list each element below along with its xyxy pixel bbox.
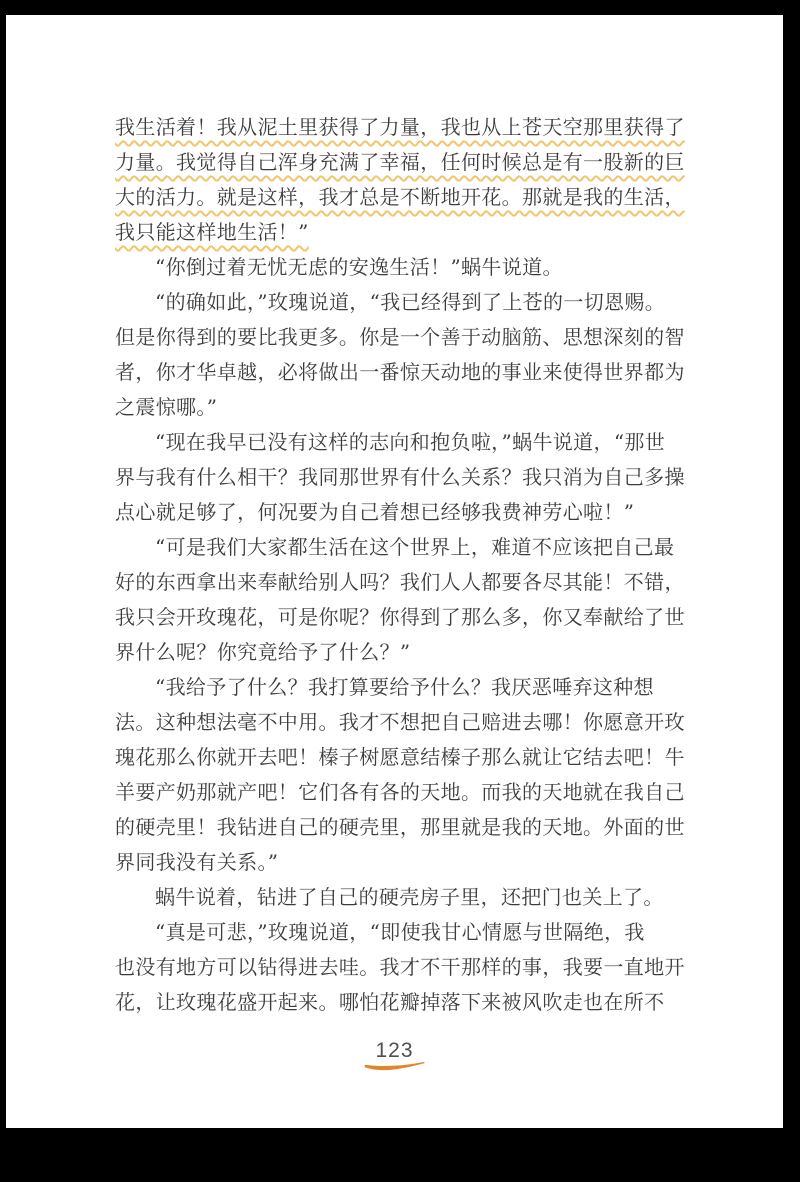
text-line: 界与我有什么相干？我同那世界有什么关系？我只消为自己多操 <box>115 465 685 489</box>
text-line: 界同我没有关系。” <box>115 850 279 874</box>
text-line: 者，你才华卓越，必将做出一番惊天动地的事业来使得世界都为 <box>115 360 685 384</box>
text-line: 法。这种想法毫不中用。我才不想把自己赔进去哪！你愿意开玫 <box>115 710 685 734</box>
text-line: “可是我们大家都生活在这个世界上，难道不应该把自己最 <box>155 535 675 559</box>
text-line: 我只会开玫瑰花，可是你呢？你得到了那么多，你又奉献给了世 <box>115 605 685 629</box>
text-line: 羊要产奶那就产吧！它们各有各的天地。而我的天地就在我自己 <box>115 780 685 804</box>
text-line: 界什么呢？你究竟给予了什么？” <box>115 640 411 664</box>
text-line: 力量。我觉得自己浑身充满了幸福，任何时候总是有一股新的巨 <box>115 150 685 174</box>
text-line: 大的活力。就是这样，我才总是不断地开花。那就是我的生活， <box>115 185 685 209</box>
book-page <box>6 15 783 1128</box>
text-line: 花，让玫瑰花盛开起来。哪怕花瓣掉落下来被风吹走也在所不 <box>115 990 665 1014</box>
text-line: “你倒过着无忧无虑的安逸生活！”蜗牛说道。 <box>155 255 563 279</box>
text-line: 的硬壳里！我钻进自己的硬壳里，那里就是我的天地。外面的世 <box>115 815 685 839</box>
text-line: 也没有地方可以钻得进去哇。我才不干那样的事，我要一直地开 <box>115 955 685 979</box>
text-line: “我给予了什么？我打算要给予什么？我厌恶唾弃这种想 <box>155 675 654 699</box>
text-line: 我只能这样地生活！” <box>115 220 309 244</box>
body-text <box>115 110 687 1020</box>
page-number: 123 <box>375 1039 414 1062</box>
text-line: “现在我早已没有这样的志向和抱负啦，”蜗牛说道，“那世 <box>155 430 666 454</box>
text-line: 但是你得到的要比我更多。你是一个善于动脑筋、思想深刻的智 <box>115 325 685 349</box>
text-line: 好的东西拿出来奉献给别人吗？我们人人都要各尽其能！不错， <box>115 570 685 594</box>
text-line: “的确如此，”玫瑰说道，“我已经得到了上苍的一切恩赐。 <box>155 290 666 314</box>
text-line: 瑰花那么你就开去吧！榛子树愿意结榛子那么就让它结去吧！牛 <box>115 745 685 769</box>
page-number-brush-stroke <box>364 1060 426 1072</box>
text-line: 点心就足够了，何况要为自己着想已经够我费神劳心啦！” <box>115 500 635 524</box>
text-line: 蜗牛说着，钻进了自己的硬壳房子里，还把门也关上了。 <box>155 885 664 909</box>
text-line: 我生活着！我从泥土里获得了力量，我也从上苍天空那里获得了 <box>115 115 685 139</box>
text-line: 之震惊哪。” <box>115 395 218 419</box>
text-line: “真是可悲，”玫瑰说道，“即使我甘心情愿与世隔绝，我 <box>155 920 645 944</box>
